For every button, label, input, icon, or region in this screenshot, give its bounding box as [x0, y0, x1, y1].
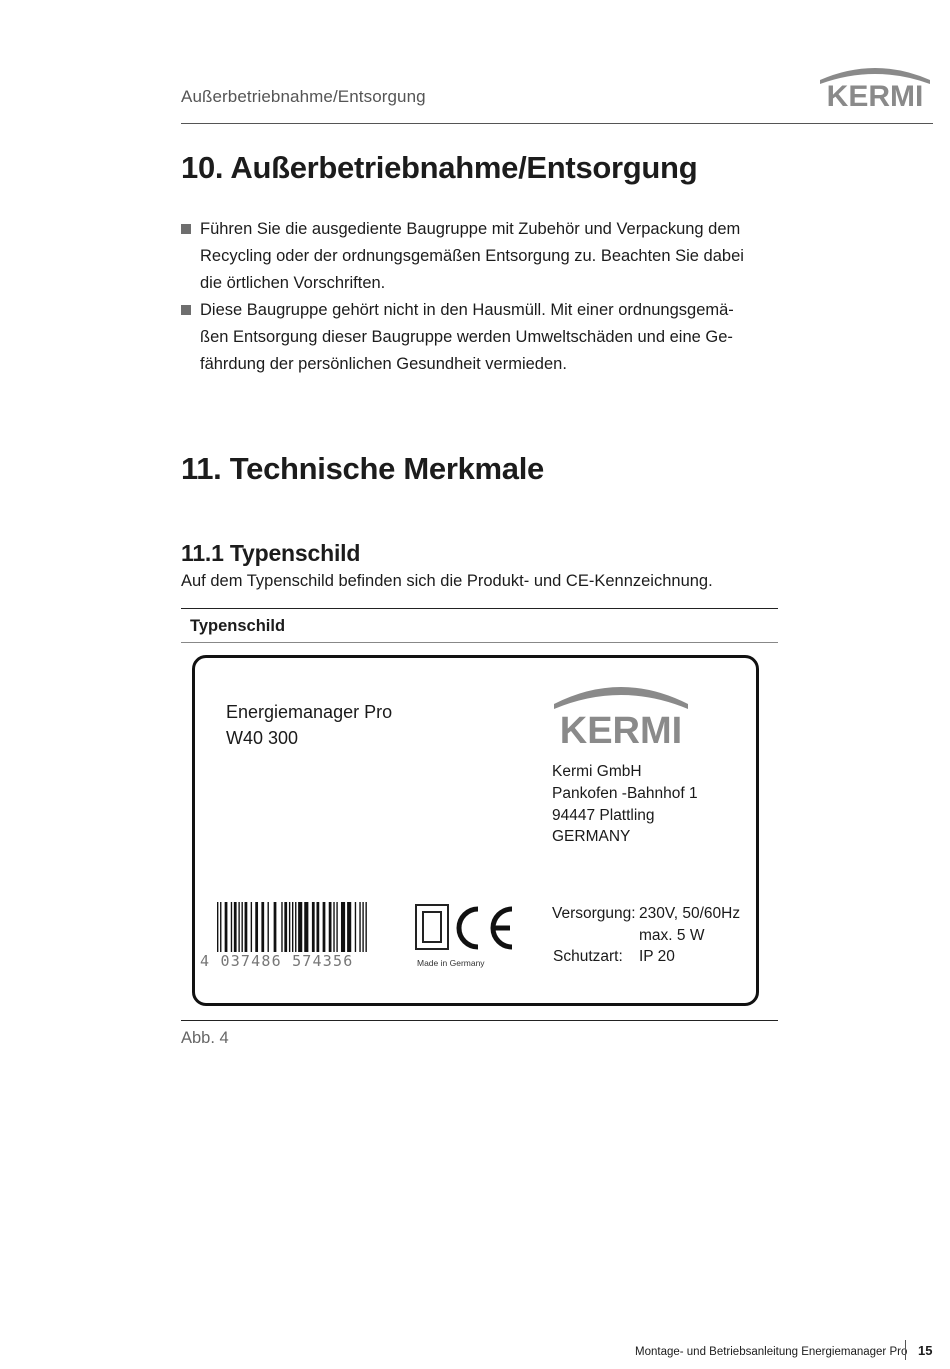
barcode-bar — [231, 902, 232, 952]
barcode-bar — [298, 902, 302, 952]
bullet-line: ßen Entsorgung dieser Baugruppe werden Umweltschäden und eine Ge- — [200, 328, 733, 346]
barcode-bar — [365, 902, 366, 952]
bullet-list — [181, 216, 781, 378]
address-line: GERMANY — [552, 828, 631, 845]
barcode-bar — [255, 902, 258, 952]
bullet-line: Recycling oder der ordnungsgemäßen Entsorgung zu. Beachten Sie dabei — [200, 247, 744, 265]
barcode-bar — [241, 902, 242, 952]
barcode-bar — [251, 902, 252, 952]
barcode-bar — [362, 902, 363, 952]
bullet-line: Diese Baugruppe gehört nicht in den Hausmüll. Mit einer ordnungsgemä- — [200, 301, 734, 319]
barcode-bar — [274, 902, 277, 952]
product-name: Energiemanager Pro — [226, 702, 393, 722]
page-number: 15 — [918, 1343, 933, 1358]
address-line: Pankofen -Bahnhof 1 — [552, 785, 698, 802]
section-11-heading: 11. Technische Merkmale — [181, 451, 544, 486]
barcode-digits: 4 037486 574356 — [200, 952, 354, 970]
supply-value: 230V, 50/60Hz — [639, 905, 741, 922]
barcode-bar — [329, 902, 332, 952]
protection-value: IP 20 — [639, 948, 675, 965]
made-in-label: Made in Germany — [417, 958, 485, 968]
header-rule — [181, 123, 933, 124]
product-model: W40 300 — [226, 728, 299, 748]
figure-title: Typenschild — [190, 617, 286, 635]
figure-caption: Abb. 4 — [181, 1029, 229, 1047]
barcode-bar — [333, 902, 334, 952]
footer-divider — [905, 1340, 906, 1360]
barcode-bar — [292, 902, 293, 952]
barcode-bar — [225, 902, 228, 952]
nameplate-kermi-logo — [550, 678, 692, 746]
section-10-heading: 10. Außerbetriebnahme/Entsorgung — [181, 150, 698, 185]
kermi-logo — [815, 62, 935, 108]
nameplate-logo-arc — [554, 687, 688, 709]
barcode-bar — [268, 902, 269, 952]
barcode-bar — [295, 902, 296, 952]
barcode-bar — [323, 902, 326, 952]
barcode-bar — [281, 902, 282, 952]
ce-mark-icon — [414, 903, 518, 951]
barcode-bar — [220, 902, 221, 952]
barcode-bar — [261, 902, 264, 952]
running-header: Außerbetriebnahme/Entsorgung — [181, 87, 426, 106]
supply-label: Versorgung: — [552, 905, 636, 922]
barcode-bar — [355, 902, 356, 952]
figure-top-rule — [181, 608, 778, 609]
double-insulation-inner-icon — [423, 912, 441, 942]
barcode-bar — [284, 902, 287, 952]
barcode-bar — [359, 902, 360, 952]
protection-label: Schutzart: — [553, 948, 623, 965]
subsection-heading: 11.1 Typenschild — [181, 540, 361, 566]
logo-text: KERMI — [826, 80, 924, 108]
bullet-square-icon — [181, 305, 191, 315]
address-line: Kermi GmbH — [552, 763, 642, 780]
barcode-bar — [316, 902, 319, 952]
figure-bottom-rule — [181, 1020, 778, 1021]
bullet-line: die örtlichen Vorschriften. — [200, 274, 386, 292]
barcode-bar — [312, 902, 315, 952]
barcode-bar — [336, 902, 337, 952]
bullet-line: Führen Sie die ausgediente Baugruppe mit Zubehör und Verpackung dem — [200, 220, 741, 238]
barcode-bar — [304, 902, 308, 952]
footer-manual-title: Montage- und Betriebsanleitung Energiemanager Pro — [635, 1346, 908, 1358]
ce-c-icon — [459, 909, 478, 947]
barcode-bar — [245, 902, 248, 952]
intro-text: Auf dem Typenschild befinden sich die Produkt- und CE-Kennzeichnung. — [181, 572, 713, 590]
figure-title-rule — [181, 642, 778, 643]
address-line: 94447 Plattling — [552, 807, 655, 824]
bullet-item — [181, 297, 781, 378]
bullet-square-icon — [181, 224, 191, 234]
barcode-bar — [341, 902, 345, 952]
nameplate-logo-text: KERMI — [559, 710, 683, 746]
bullet-item — [181, 216, 781, 297]
bullet-line: fährdung der persönlichen Gesundheit vermieden. — [200, 355, 567, 373]
power-value: max. 5 W — [639, 927, 705, 944]
barcode-bar — [238, 902, 239, 952]
barcode-bar — [289, 902, 290, 952]
barcode-bar — [234, 902, 237, 952]
barcode-bar — [217, 902, 218, 952]
barcode-bar — [347, 902, 351, 952]
